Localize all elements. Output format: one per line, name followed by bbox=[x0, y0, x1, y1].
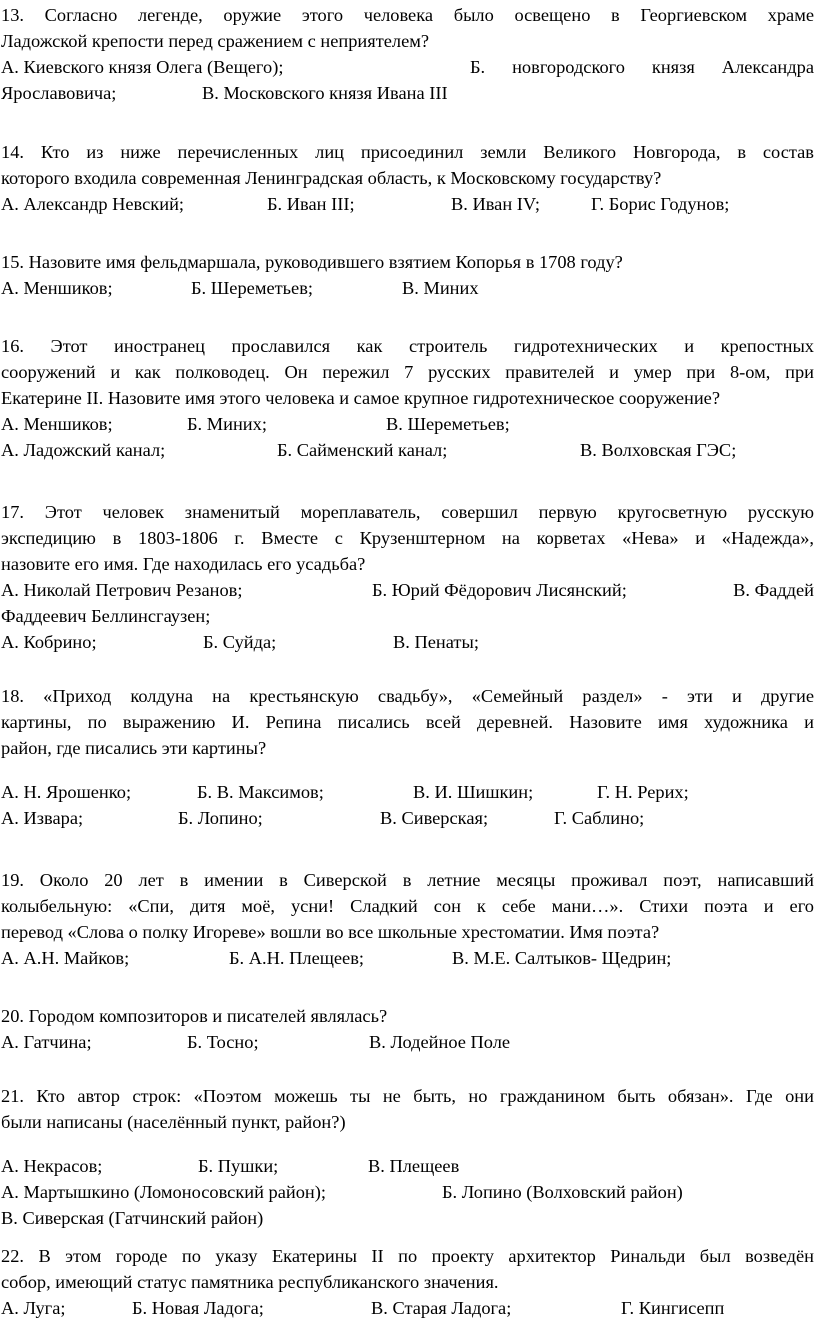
question-19 bbox=[1, 867, 814, 971]
question-15-line-1: 15. Назовите имя фельдмаршала, руководившего взятием Копорья в 1708 году? bbox=[1, 252, 623, 272]
option: В. Старая Ладога; bbox=[371, 1298, 512, 1318]
question-17-options-row-3 bbox=[1, 629, 814, 655]
question-18-options-row-2 bbox=[1, 805, 814, 831]
question-17-line-3: назовите его имя. Где находилась его усадьба? bbox=[1, 554, 366, 574]
option: Б. Суйда; bbox=[203, 632, 277, 652]
option: А. Кобрино; bbox=[1, 632, 97, 652]
option: В. Иван IV; bbox=[451, 194, 540, 214]
question-17-line-1: 17. Этот человек знаменитый мореплаватель, совершил первую кругосветную русскую bbox=[1, 502, 814, 522]
option: В. И. Шишкин; bbox=[413, 782, 534, 802]
question-16-line-3: Екатерине II. Назовите имя этого человека и самое крупное гидротехническое сооружение? bbox=[1, 388, 721, 408]
option: В. Шереметьев; bbox=[386, 414, 510, 434]
question-16-line-2: сооружений и как полководец. Он пережил 7 русских правителей и умер при 8-ом, при bbox=[1, 362, 814, 382]
question-13-line-1: 13. Согласно легенде, оружие этого человека было освещено в Георгиевском храме bbox=[1, 5, 814, 25]
question-14-line-1: 14. Кто из ниже перечисленных лиц присоединил земли Великого Новгорода, в состав bbox=[1, 142, 814, 162]
question-14-line-2: которого входила современная Ленинградская область, к Московскому государству? bbox=[1, 168, 662, 188]
option: Б. Лопино (Волховский район) bbox=[442, 1182, 683, 1202]
question-18-line-1: 18. «Приход колдуна на крестьянскую свадьбу», «Семейный раздел» - эти и другие bbox=[1, 686, 814, 706]
question-13-options-row-1 bbox=[1, 54, 814, 80]
option: Б. Миних; bbox=[187, 414, 267, 434]
option: В. Московского князя Ивана III bbox=[202, 83, 448, 103]
option: А. Ладожский канал; bbox=[1, 440, 166, 460]
question-14-options bbox=[1, 191, 814, 217]
option: Б. А.Н. Плещеев; bbox=[229, 948, 365, 968]
option: А. Гатчина; bbox=[1, 1032, 92, 1052]
question-21-options-row-3 bbox=[1, 1205, 814, 1231]
option: А. Некрасов; bbox=[1, 1156, 103, 1176]
option: В. Фаддей bbox=[733, 580, 814, 600]
question-19-line-2: колыбельную: «Спи, дитя моё, усни! Сладкий сон к себе мани…». Стихи поэта и его bbox=[1, 896, 814, 916]
question-22-line-2: собор, имеющий статус памятника республиканского значения. bbox=[1, 1272, 499, 1292]
option: Б. В. Максимов; bbox=[197, 782, 324, 802]
question-15 bbox=[1, 249, 814, 301]
question-21-line-2: были написаны (населённый пункт, район?) bbox=[1, 1112, 346, 1132]
question-19-line-1: 19. Около 20 лет в имении в Сиверской в летние месяцы проживал поэт, написавший bbox=[1, 870, 814, 890]
option: Б. новгородского князя Александра bbox=[470, 57, 814, 77]
question-21 bbox=[1, 1083, 814, 1231]
option: Г. Кингисепп bbox=[621, 1298, 725, 1318]
option: В. Миних bbox=[402, 278, 479, 298]
question-13 bbox=[1, 2, 814, 106]
option: В. Сиверская (Гатчинский район) bbox=[1, 1208, 264, 1228]
question-16-options-row-2 bbox=[1, 437, 814, 463]
question-20-line-1: 20. Городом композиторов и писателей являлась? bbox=[1, 1006, 388, 1026]
question-18-line-3: район, где писались эти картины? bbox=[1, 738, 267, 758]
question-21-options-row-1 bbox=[1, 1153, 814, 1179]
option: Б. Шереметьев; bbox=[191, 278, 314, 298]
option: Б. Иван III; bbox=[267, 194, 355, 214]
question-16-line-1: 16. Этот иностранец прославился как строитель гидротехнических и крепостных bbox=[1, 336, 814, 356]
question-22-options bbox=[1, 1295, 814, 1321]
option: В. М.Е. Салтыков- Щедрин; bbox=[452, 948, 672, 968]
question-18-line-2: картины, по выражению И. Репина писались всей деревней. Назовите имя художника и bbox=[1, 712, 814, 732]
question-13-options-row-2 bbox=[1, 80, 814, 106]
option: В. Сиверская; bbox=[380, 808, 489, 828]
question-15-options bbox=[1, 275, 814, 301]
question-18-options-row-1 bbox=[1, 779, 814, 805]
option: Б. Новая Ладога; bbox=[132, 1298, 264, 1318]
question-13-line-2: Ладожской крепости перед сражением с неприятелем? bbox=[1, 31, 430, 51]
question-21-line-1: 21. Кто автор строк: «Поэтом можешь ты не быть, но гражданином быть обязан». Где они bbox=[1, 1086, 814, 1106]
option: А. Луга; bbox=[1, 1298, 66, 1318]
option: А. Н. Ярошенко; bbox=[1, 782, 132, 802]
question-20 bbox=[1, 1003, 814, 1055]
option: А. Меншиков; bbox=[1, 414, 113, 434]
question-17-options-row-1 bbox=[1, 577, 814, 603]
question-16 bbox=[1, 333, 814, 463]
question-17-line-2: экспедицию в 1803-1806 г. Вместе с Крузенштерном на корветах «Нева» и «Надежда», bbox=[1, 528, 814, 548]
option: Б. Тосно; bbox=[187, 1032, 259, 1052]
option: Б. Сайменский канал; bbox=[277, 440, 448, 460]
question-17 bbox=[1, 499, 814, 655]
question-18 bbox=[1, 683, 814, 831]
question-21-options-row-2 bbox=[1, 1179, 814, 1205]
question-19-line-3: перевод «Слова о полку Игореве» вошли во все школьные хрестоматии. Имя поэта? bbox=[1, 922, 660, 942]
question-16-options-row-1 bbox=[1, 411, 814, 437]
option: А. Киевского князя Олега (Вещего); bbox=[1, 57, 284, 77]
option: Б. Лопино; bbox=[178, 808, 263, 828]
option: А. Мартышкино (Ломоносовский район); bbox=[1, 1182, 327, 1202]
option: Б. Пушки; bbox=[198, 1156, 279, 1176]
question-22-line-1: 22. В этом городе по указу Екатерины II по проекту архитектор Ринальди был возведён bbox=[1, 1246, 814, 1266]
option: А. Николай Петрович Резанов; bbox=[1, 580, 243, 600]
option: Фаддеевич Беллинсгаузен; bbox=[1, 606, 211, 626]
option: В. Волховская ГЭС; bbox=[580, 440, 737, 460]
option: А. Александр Невский; bbox=[1, 194, 185, 214]
option: В. Плещеев bbox=[368, 1156, 460, 1176]
question-19-options bbox=[1, 945, 814, 971]
option: Г. Саблино; bbox=[554, 808, 645, 828]
option: А. А.Н. Майков; bbox=[1, 948, 130, 968]
option: Г. Н. Рерих; bbox=[597, 782, 689, 802]
question-22 bbox=[1, 1243, 814, 1321]
option: Ярославовича; bbox=[1, 83, 117, 103]
question-20-options bbox=[1, 1029, 814, 1055]
option: В. Пенаты; bbox=[393, 632, 479, 652]
question-14 bbox=[1, 139, 814, 217]
question-17-options-row-2 bbox=[1, 603, 814, 629]
option: А. Меншиков; bbox=[1, 278, 113, 298]
option: Г. Борис Годунов; bbox=[591, 194, 730, 214]
option: А. Извара; bbox=[1, 808, 84, 828]
option: Б. Юрий Фёдорович Лисянский; bbox=[372, 580, 627, 600]
option: В. Лодейное Поле bbox=[369, 1032, 511, 1052]
